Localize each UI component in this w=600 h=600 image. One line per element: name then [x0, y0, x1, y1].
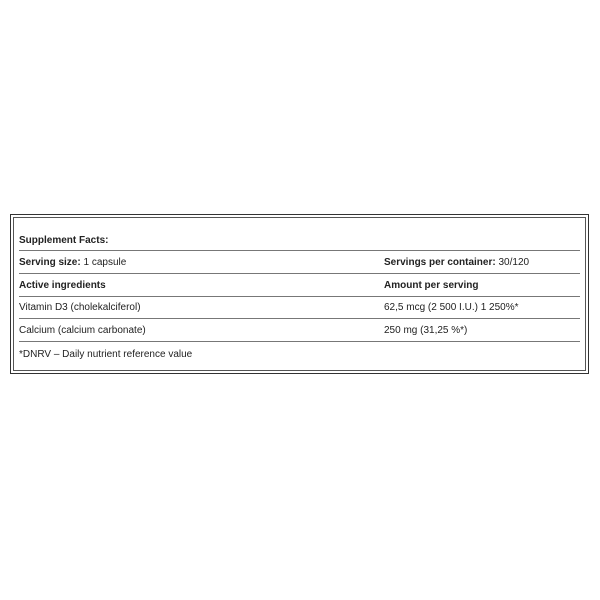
servings-per-container-value: 30/120: [495, 257, 530, 268]
serving-row: [19, 257, 580, 269]
supplement-facts-inner-border: [13, 217, 586, 371]
facts-title: Supplement Facts:: [19, 235, 109, 246]
ingredient-name: Vitamin D3 (cholekalciferol): [19, 302, 141, 313]
ingredient-row: [19, 325, 580, 337]
ingredient-row: [19, 302, 580, 314]
servings-per-container-label: Servings per container:: [384, 257, 496, 268]
divider-row-2: [19, 341, 580, 342]
servings-per-container: [384, 257, 529, 269]
serving-size-label: Serving size:: [19, 257, 81, 268]
divider-title: [19, 250, 580, 251]
ingredient-name: Calcium (calcium carbonate): [19, 325, 146, 336]
ingredient-amount: 62,5 mcg (2 500 I.U.) 1 250%*: [384, 302, 519, 313]
header-row: [19, 280, 580, 292]
serving-size-value: 1 capsule: [80, 257, 127, 268]
header-amount-per-serving: Amount per serving: [384, 280, 479, 291]
divider-serving: [19, 273, 580, 274]
divider-row-1: [19, 318, 580, 319]
supplement-facts-panel: [10, 214, 589, 374]
header-active-ingredients: Active ingredients: [19, 280, 106, 291]
footnote: *DNRV – Daily nutrient reference value: [19, 349, 193, 360]
divider-header: [19, 296, 580, 297]
ingredient-amount: 250 mg (31,25 %*): [384, 325, 468, 336]
